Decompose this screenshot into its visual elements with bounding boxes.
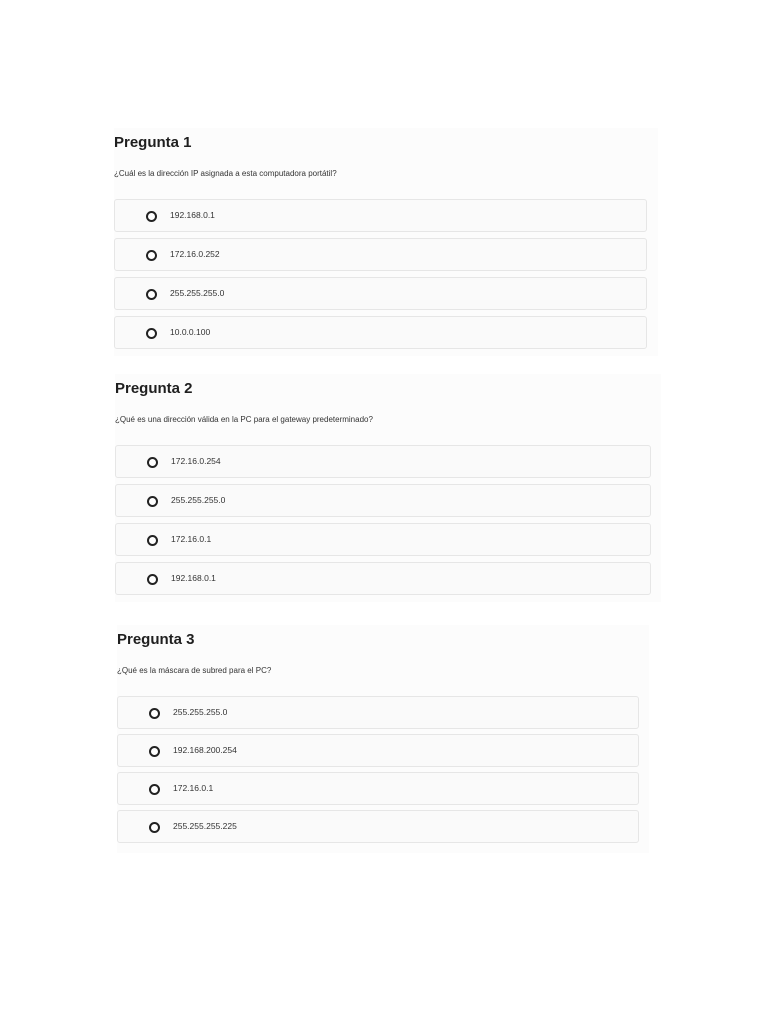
question-1-title: Pregunta 1 (114, 134, 192, 151)
option-label: 255.255.255.0 (171, 495, 226, 505)
question-3-options (117, 696, 639, 848)
question-3-title: Pregunta 3 (117, 631, 195, 648)
question-3-option-4[interactable] (117, 810, 639, 843)
option-label: 255.255.255.0 (170, 288, 225, 298)
question-2-option-2[interactable] (115, 484, 651, 517)
option-label: 255.255.255.0 (173, 707, 228, 717)
radio-button-icon[interactable] (146, 328, 157, 339)
radio-button-icon[interactable] (149, 708, 160, 719)
option-label: 172.16.0.252 (170, 249, 220, 259)
question-3-option-2[interactable] (117, 734, 639, 767)
option-label: 192.168.0.1 (171, 573, 216, 583)
radio-button-icon[interactable] (147, 457, 158, 468)
radio-button-icon[interactable] (147, 496, 158, 507)
option-label: 10.0.0.100 (170, 327, 211, 337)
question-2-options (115, 445, 651, 601)
question-3-text: ¿Qué es la máscara de subred para el PC? (117, 666, 272, 675)
question-1-option-3[interactable] (114, 277, 647, 310)
question-2-option-1[interactable] (115, 445, 651, 478)
radio-button-icon[interactable] (146, 250, 157, 261)
radio-button-icon[interactable] (146, 289, 157, 300)
radio-button-icon[interactable] (149, 784, 160, 795)
radio-button-icon[interactable] (147, 535, 158, 546)
option-label: 255.255.255.225 (173, 821, 237, 831)
question-3-option-1[interactable] (117, 696, 639, 729)
question-2-option-4[interactable] (115, 562, 651, 595)
option-label: 192.168.200.254 (173, 745, 237, 755)
option-label: 172.16.0.1 (173, 783, 214, 793)
question-1-option-2[interactable] (114, 238, 647, 271)
option-label: 192.168.0.1 (170, 210, 215, 220)
question-2-section (115, 374, 661, 602)
radio-button-icon[interactable] (147, 574, 158, 585)
question-1-section (114, 128, 658, 356)
question-1-options (114, 199, 647, 355)
radio-button-icon[interactable] (149, 822, 160, 833)
question-1-text: ¿Cuál es la dirección IP asignada a esta computadora portátil? (114, 169, 337, 178)
question-3-option-3[interactable] (117, 772, 639, 805)
question-1-option-4[interactable] (114, 316, 647, 349)
question-2-option-3[interactable] (115, 523, 651, 556)
radio-button-icon[interactable] (149, 746, 160, 757)
question-2-title: Pregunta 2 (115, 380, 193, 397)
option-label: 172.16.0.1 (171, 534, 212, 544)
question-2-text: ¿Qué es una dirección válida en la PC para el gateway predeterminado? (115, 415, 373, 424)
option-label: 172.16.0.254 (171, 456, 221, 466)
radio-button-icon[interactable] (146, 211, 157, 222)
question-1-option-1[interactable] (114, 199, 647, 232)
question-3-section (117, 625, 649, 853)
